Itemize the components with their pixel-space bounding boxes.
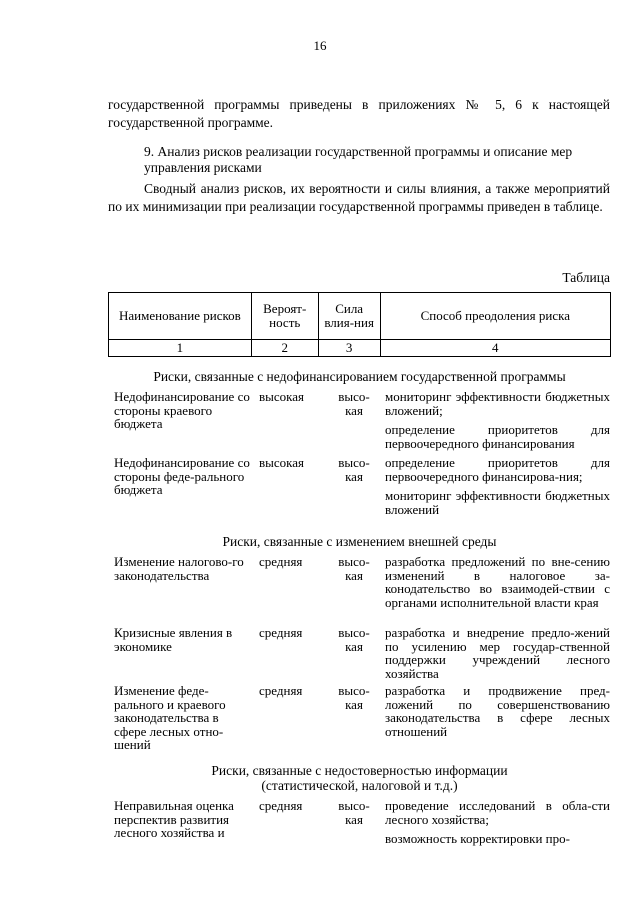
- header-probability: Вероят-ность: [251, 293, 318, 340]
- risk-impact: высо-кая: [338, 455, 370, 484]
- risk-measures: [385, 390, 610, 456]
- column-number: 2: [251, 340, 318, 357]
- measure-item: разработка и внедрение предло-жений по усилению мер государ-ственной поддержки учреждений лесного хозяйства: [385, 625, 610, 681]
- header-mitigation: Способ преодоления риска: [380, 293, 610, 340]
- measure-item: проведение исследований в обла-сти лесного хозяйства;: [385, 798, 610, 827]
- risk-measures: [385, 626, 610, 686]
- risk-name: Изменение феде-рального и краевого законодательства в сфере лесных отно-шений: [114, 683, 226, 752]
- risk-probability: средняя: [259, 554, 303, 569]
- measure-item: мониторинг эффективности бюджетных вложений;: [385, 389, 610, 418]
- risk-measures: [385, 456, 610, 522]
- measure-item: определение приоритетов для первоочередного финансирова-ния;: [385, 455, 610, 484]
- risk-impact: высо-кая: [338, 683, 370, 712]
- risk-impact: высо-кая: [338, 798, 370, 827]
- measure-item: определение приоритетов для первоочередного финансирования: [385, 422, 610, 451]
- column-number: 3: [318, 340, 380, 357]
- risk-name: Неправильная оценка перспектив развития лесного хозяйства и: [114, 798, 234, 840]
- measure-item: возможность корректировки про-: [385, 831, 570, 846]
- column-number: 1: [109, 340, 252, 357]
- measure-item: мониторинг эффективности бюджетных вложений: [385, 488, 610, 517]
- risk-impact: высо-кая: [338, 554, 370, 583]
- section-subtitle: (статистической, налоговой и т.д.): [261, 778, 458, 793]
- page-number: 16: [313, 38, 327, 53]
- risk-probability: средняя: [259, 683, 303, 698]
- section-heading: 9. Анализ рисков реализации государственной программы и описание мер управления рисками: [144, 144, 573, 175]
- measure-item: разработка предложений по вне-сению изменений в налоговое за-конодательство во взаимодей-ствии с органами исполнительной власти края: [385, 554, 610, 610]
- risk-name: Недофинансирование со стороны феде-рального бюджета: [114, 455, 250, 497]
- risk-probability: высокая: [259, 389, 305, 404]
- risk-probability: средняя: [259, 798, 303, 813]
- risk-measures: [385, 555, 610, 615]
- risk-name: Изменение налогово-го законодательства: [114, 554, 244, 583]
- column-number: 4: [380, 340, 610, 357]
- risk-measures: [385, 799, 610, 852]
- measure-item: разработка и продвижение пред-ложений по совершенствованию законодательства в сфере лесных отношений: [385, 683, 610, 739]
- section-title: Риски, связанные с недостоверностью информации: [211, 763, 508, 778]
- risk-name: Недофинансирование со стороны краевого бюджета: [114, 389, 250, 431]
- risk-probability: средняя: [259, 625, 303, 640]
- risk-impact: высо-кая: [338, 389, 370, 418]
- header-risk-name: Наименование рисков: [109, 293, 252, 340]
- header-impact: Сила влия-ния: [318, 293, 380, 340]
- risk-name: Кризисные явления в экономике: [114, 625, 233, 654]
- section-title: Риски, связанные с недофинансированием государственной программы: [153, 369, 566, 384]
- risk-probability: высокая: [259, 455, 305, 470]
- summary-paragraph: Сводный анализ рисков, их вероятности и силы влияния, а также мероприятий по их минимизации при реализации государственной программы приведен в таблице.: [108, 181, 610, 214]
- section-title: Риски, связанные с изменением внешней среды: [222, 534, 497, 549]
- intro-paragraph: государственной программы приведены в приложениях № 5, 6 к настоящей государственной программе.: [108, 97, 610, 130]
- risk-impact: высо-кая: [338, 625, 370, 654]
- risk-measures: [385, 684, 610, 744]
- table-label: Таблица: [562, 270, 610, 285]
- risk-table-header: [108, 292, 611, 357]
